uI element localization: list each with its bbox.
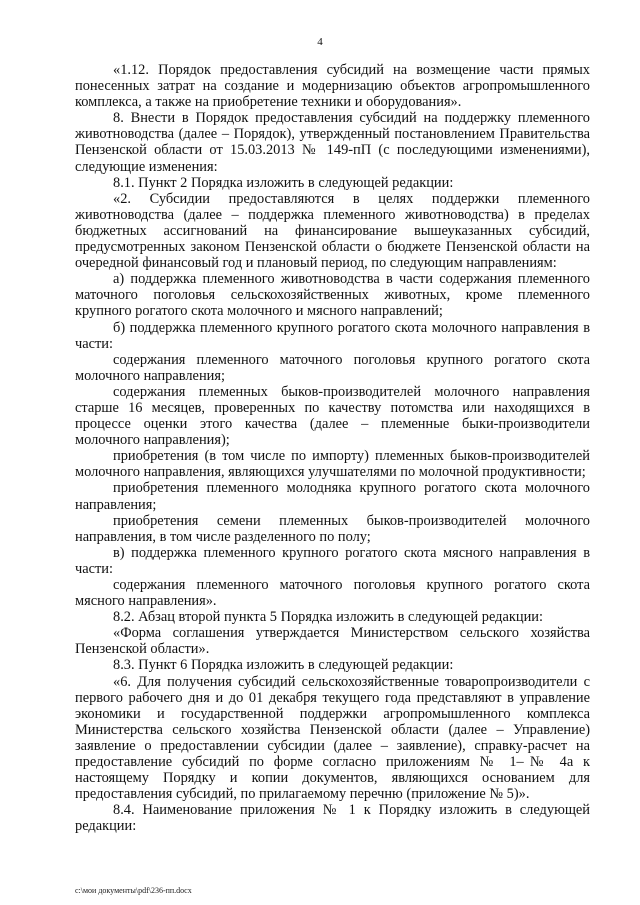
paragraph: 8. Внести в Порядок предоставления субсидий на поддержку племенного животноводства (далее – Порядок), утвержденный постановлением Правительства Пензенской области от 15.03.2013 № 149-пП (с последующими изменениями), следующие изменения: xyxy=(75,110,590,175)
footer-file-path: c:\мои документы\pdf\236-пп.docx xyxy=(75,886,192,895)
paragraph: 8.4. Наименование приложения № 1 к Порядку изложить в следующей редакции: xyxy=(75,802,590,835)
paragraph: «1.12. Порядок предоставления субсидий на возмещение части прямых понесенных затрат на создание и модернизацию объектов агропромышленного комплекса, а также на приобретение техники и оборудования». xyxy=(75,62,590,111)
paragraph: приобретения семени племенных быков-производителей молочного направления, в том числе разделенного по полу; xyxy=(75,512,590,545)
paragraph: 8.2. Абзац второй пункта 5 Порядка изложить в следующей редакции: xyxy=(113,609,543,626)
paragraph: содержания племенных быков-производителей молочного направления старше 16 месяцев, проверенных по качеству потомства или находящихся в процессе оценки этого качества (далее – племенные быки-производители молочного направления); xyxy=(75,383,590,449)
paragraph: содержания племенного маточного поголовья крупного рогатого скота молочного направления; xyxy=(75,351,590,384)
paragraph: 8.1. Пункт 2 Порядка изложить в следующей редакции: xyxy=(113,174,454,191)
paragraph: «Форма соглашения утверждается Министерством сельского хозяйства Пензенской области». xyxy=(75,625,590,658)
paragraph: а) поддержка племенного животноводства в части содержания племенного маточного поголовья сельскохозяйственных животных, кроме племенного крупного рогатого скота молочного и мясного направлений; xyxy=(75,271,590,320)
paragraph: б) поддержка племенного крупного рогатого скота молочного направления в части: xyxy=(75,319,590,352)
paragraph: в) поддержка племенного крупного рогатого скота мясного направления в части: xyxy=(75,544,590,577)
paragraph: приобретения племенного молодняка крупного рогатого скота молочного направления; xyxy=(75,480,590,513)
page-number: 4 xyxy=(317,36,323,48)
paragraph: приобретения (в том числе по импорту) племенных быков-производителей молочного направления, являющихся улучшателями по молочной продуктивности; xyxy=(75,448,590,481)
paragraph: «2. Субсидии предоставляются в целях поддержки племенного животноводства (далее – поддержка племенного животноводства) в пределах бюджетных ассигнований на финансирование вышеуказанных субсидий, предусмотренных законом Пензенской области о бюджете Пензенской области на очередной финансовый год и плановый период, по следующим направлениям: xyxy=(75,190,590,272)
document-body xyxy=(75,62,590,835)
paragraph: 8.3. Пункт 6 Порядка изложить в следующей редакции: xyxy=(113,657,454,674)
paragraph: «6. Для получения субсидий сельскохозяйственные товаропроизводители с первого рабочего дня и до 01 декабря текущего года представляют в управление экономики и государственной поддержки агропромышленного комплекса Министерства сельского хозяйства Пензенской области (далее – Управление) заявление о предоставлении субсидии (далее – заявление), справку-расчет на предоставление субсидий по форме согласно приложениям № 1–№ 4а к настоящему Порядку и копии документов, являющихся основанием для предоставления субсидий, по прилагаемому перечню (приложение № 5)». xyxy=(75,673,590,803)
paragraph: содержания племенного маточного поголовья крупного рогатого скота мясного направления». xyxy=(75,577,590,610)
